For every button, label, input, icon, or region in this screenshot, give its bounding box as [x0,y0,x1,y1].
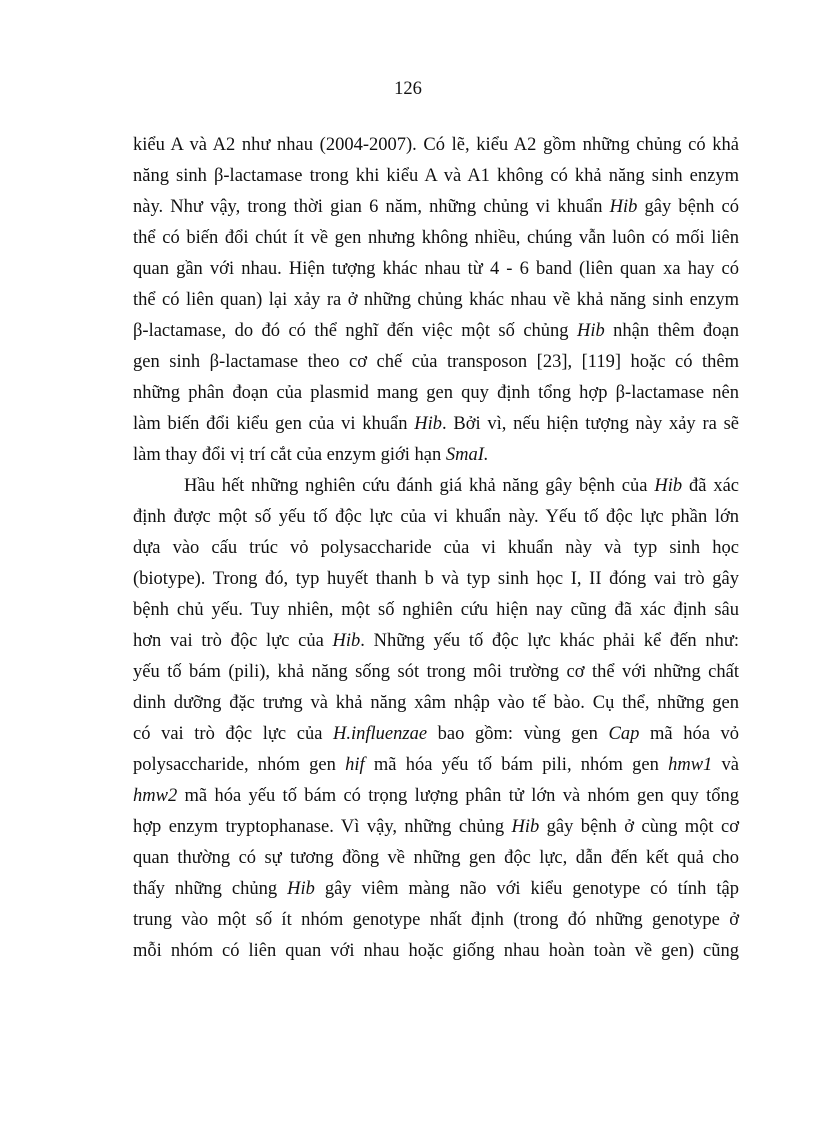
text-line: dựa vào cấu trúc vỏ polysaccharide của vi khuẩn này và typ sinh học [133,538,739,558]
text-line: β-lactamase, do đó có thể nghĩ đến việc một số chủng Hib nhận thêm đoạn [133,321,739,341]
text-line: làm thay đổi vị trí cắt của enzym giới hạn SmaI. [133,445,489,465]
text-line: làm biến đổi kiểu gen của vi khuẩn Hib. Bởi vì, nếu hiện tượng này xảy ra sẽ [133,414,739,434]
text-line: polysaccharide, nhóm gen hif mã hóa yếu tố bám pili, nhóm gen hmw1 và [133,755,740,775]
text-line: thể có biến đổi chút ít về gen nhưng không nhiều, chúng vẫn luôn có mối liên [133,228,739,248]
text-line: gen sinh β-lactamase theo cơ chế của transposon [23], [119] hoặc có thêm [133,352,739,372]
paragraph [133,130,739,471]
text-line: hợp enzym tryptophanase. Vì vậy, những chủng Hib gây bệnh ở cùng một cơ [133,817,739,837]
text-line: hmw2 mã hóa yếu tố bám có trọng lượng phân tử lớn và nhóm gen quy tổng [133,786,739,806]
text-line: năng sinh β-lactamase trong khi kiểu A và A1 không có khả năng sinh enzym [133,166,739,186]
text-line: Hầu hết những nghiên cứu đánh giá khả năng gây bệnh của Hib đã xác [184,476,739,496]
text-line: quan thường có sự tương đồng về những gen độc lực, dẫn đến kết quả cho [133,848,739,868]
text-line: trung vào một số ít nhóm genotype nhất định (trong đó những genotype ở [133,910,739,930]
text-line: này. Như vậy, trong thời gian 6 năm, những chủng vi khuẩn Hib gây bệnh có [133,197,739,217]
text-line: thấy những chủng Hib gây viêm màng não với kiểu genotype có tính tập [133,879,740,899]
text-line: những phân đoạn của plasmid mang gen quy định tổng hợp β-lactamase nên [133,383,739,403]
text-line: thể có liên quan) lại xảy ra ở những chủng khác nhau về khả năng sinh enzym [133,290,739,310]
text-line: quan gần với nhau. Hiện tượng khác nhau từ 4 - 6 band (liên quan xa hay có [133,259,739,279]
text-line: bệnh chủ yếu. Tuy nhiên, một số nghiên cứu hiện nay cũng đã xác định sâu [133,600,739,620]
text-line: định được một số yếu tố độc lực của vi khuẩn này. Yếu tố độc lực phần lớn [133,507,739,527]
text-line: (biotype). Trong đó, typ huyết thanh b và typ sinh học I, II đóng vai trò gây [133,569,739,589]
text-line: có vai trò độc lực của H.influenzae bao gồm: vùng gen Cap mã hóa vỏ [133,724,740,744]
text-line: yếu tố bám (pili), khả năng sống sót trong môi trường cơ thể với những chất [133,662,739,682]
text-line: mỗi nhóm có liên quan với nhau hoặc giống nhau hoàn toàn về gen) cũng [133,941,739,961]
text-line: hơn vai trò độc lực của Hib. Những yếu tố độc lực khác phải kể đến như: [133,631,739,651]
text-line: kiểu A và A2 như nhau (2004-2007). Có lẽ, kiểu A2 gồm những chủng có khả [133,135,739,155]
text-line: dinh dưỡng đặc trưng và khả năng xâm nhập vào tế bào. Cụ thể, những gen [133,693,739,713]
paragraph [133,471,739,967]
page-number: 126 [394,79,422,99]
document-body [133,130,739,967]
